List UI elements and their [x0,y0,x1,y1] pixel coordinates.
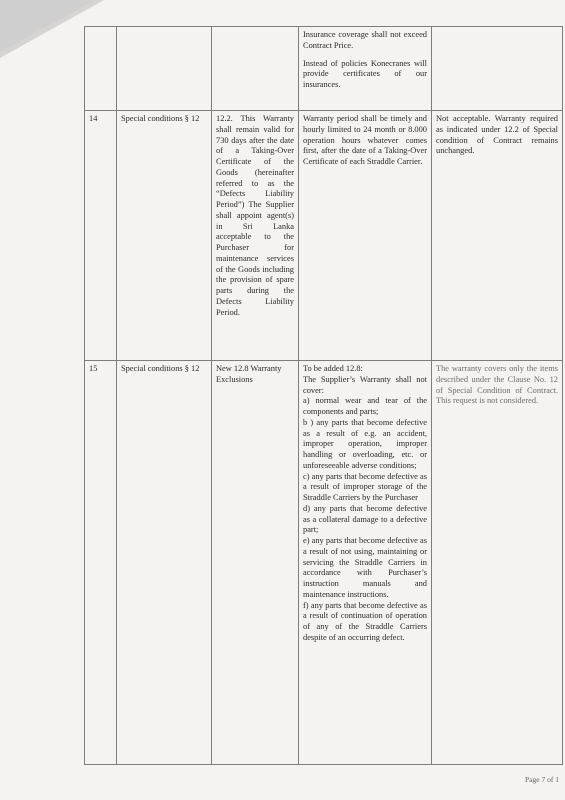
request-paragraph: d) any parts that become defective as a collateral damage to a defective part; [303,503,427,535]
response-cell: The warranty covers only the items described under the Clause No. 12 of Special Condition of Contract. This request is not considered. [432,361,563,765]
request-paragraph: Warranty period shall be timely and hourly limited to 24 month or 8.000 operation hours whatever comes first, after the date of a Taking-Over Certificate of each Straddle Carrier. [303,114,427,166]
request-paragraph: f) any parts that become defective as a result of continuation of operation of any of the Straddle Carriers despite of an occurring defect. [303,600,427,642]
table-row [85,111,563,361]
request-paragraph: e) any parts that become defective as a result of not using, maintaining or servicing the Straddle Carriers in accordance with Purchaser’s instruction manuals and maintenance instructions. [303,536,427,599]
request-paragraph: Insurance coverage shall not exceed Contract Price. [303,30,427,50]
request-paragraph: b ) any parts that become defective as a result of e.g. an accident, improper operation, improper handling or overloading, etc. or unforeseeable adverse conditions; [303,417,427,470]
request-cell [299,361,432,765]
page-number: Page 7 of 1 [525,775,559,784]
specification-cell: New 12.8 Warranty Exclusions [212,361,299,765]
folded-page-corner [0,0,95,52]
row-number-cell: 14 [85,111,117,361]
clause-cell: Special conditions § 12 [117,361,212,765]
request-paragraph: a) normal wear and tear of the components and parts; [303,396,427,416]
specification-cell: 12.2. This Warranty shall remain valid for 730 days after the date of a Taking-Over Certificate of the Goods (hereinafter referred to as the “Defects Liability Period”) The Supplier shall appoint agent(s) in Sri Lanka acceptable to the Purchaser for maintenance services of the Goods including the provision of spare parts during the Defects Liability Period. [212,111,299,361]
table-row [85,27,563,111]
clause-cell [117,27,212,111]
request-cell [299,111,432,361]
response-cell: Not acceptable. Warranty required as indicated under 12.2 of Special condition of Contract remains unchanged. [432,111,563,361]
request-paragraph: Instead of policies Konecranes will provide certificates of our insurances. [303,58,427,89]
row-number-cell: 15 [85,361,117,765]
request-paragraph: The Supplier’s Warranty shall not cover: [303,374,427,395]
deviation-table [84,26,563,765]
clause-cell: Special conditions § 12 [117,111,212,361]
request-paragraph: To be added 12.8: [303,364,363,373]
request-cell [299,27,432,111]
table-row [85,361,563,765]
response-cell [432,27,563,111]
request-paragraph: c) any parts that become defective as a result of improper storage of the Straddle Carriers by the Purchaser [303,471,427,502]
specification-cell [212,27,299,111]
row-number-cell [85,27,117,111]
